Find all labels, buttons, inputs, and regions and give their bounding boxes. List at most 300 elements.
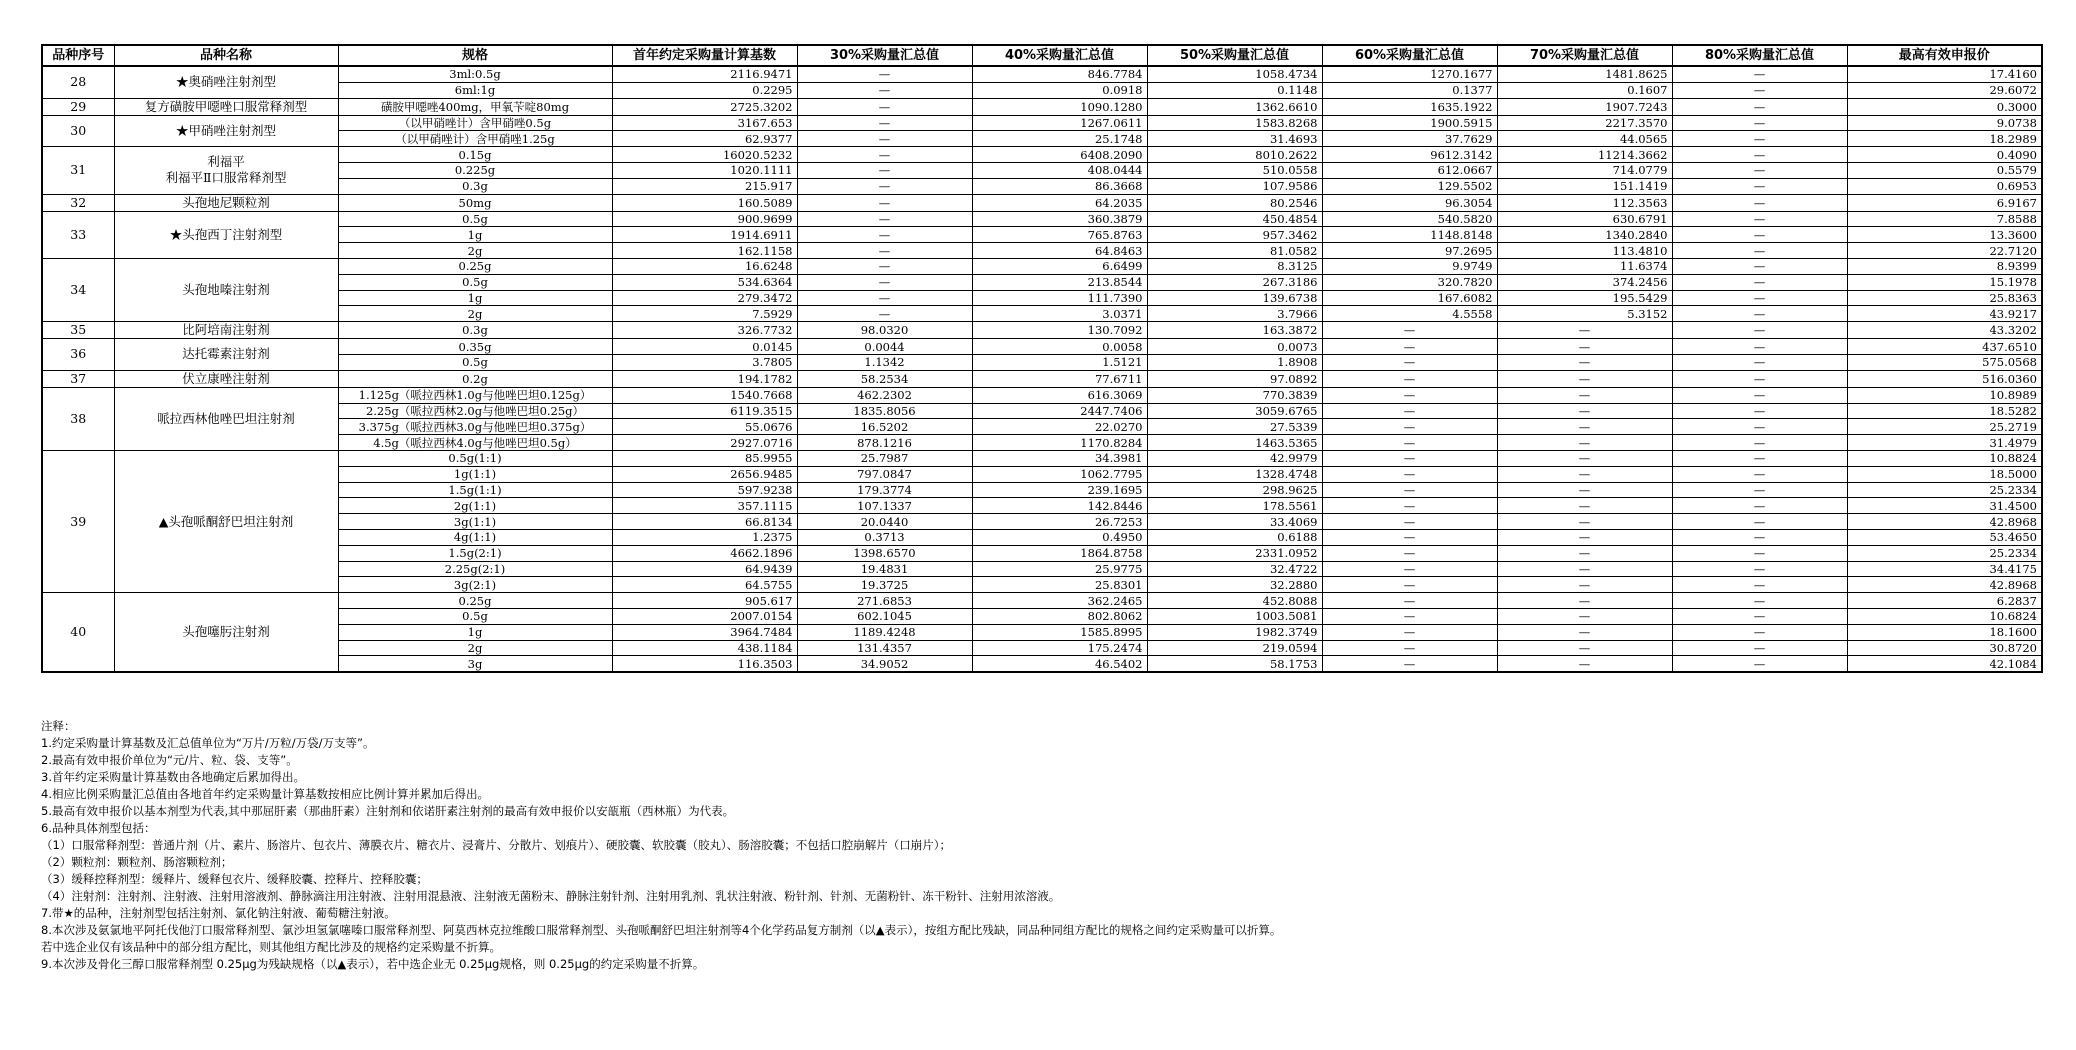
value-cell: 97.0892 bbox=[1147, 370, 1322, 387]
spec-cell: 0.25g bbox=[338, 593, 612, 609]
spec-cell: 3g(2:1) bbox=[338, 577, 612, 593]
value-cell: 64.9439 bbox=[612, 561, 797, 577]
value-cell: 64.2035 bbox=[972, 194, 1147, 211]
value-cell: 113.4810 bbox=[1497, 243, 1672, 259]
value-cell: 1020.1111 bbox=[612, 162, 797, 178]
table-row bbox=[42, 115, 2042, 131]
value-cell: 0.0044 bbox=[797, 339, 972, 355]
value-cell: 62.9377 bbox=[612, 131, 797, 147]
value-cell: — bbox=[1497, 640, 1672, 656]
variety-name bbox=[114, 339, 338, 371]
variety-index: 38 bbox=[42, 387, 114, 450]
value-cell: 450.4854 bbox=[1147, 211, 1322, 227]
table-row bbox=[42, 211, 2042, 227]
value-cell: 215.917 bbox=[612, 178, 797, 194]
value-cell: 25.2334 bbox=[1847, 545, 2042, 561]
value-cell: 25.2719 bbox=[1847, 419, 2042, 435]
value-cell: 3.7805 bbox=[612, 354, 797, 370]
value-cell: 3167.653 bbox=[612, 115, 797, 131]
value-cell: — bbox=[1672, 194, 1847, 211]
variety-name-line: 头孢噻肟注射剂 bbox=[182, 624, 270, 640]
value-cell: 9612.3142 bbox=[1322, 147, 1497, 163]
spec-cell: 0.2g bbox=[338, 370, 612, 387]
spec-cell: 0.35g bbox=[338, 339, 612, 355]
value-cell: 540.5820 bbox=[1322, 211, 1497, 227]
spec-cell: 1g bbox=[338, 290, 612, 306]
value-cell: 98.0320 bbox=[797, 322, 972, 339]
value-cell: 77.6711 bbox=[972, 370, 1147, 387]
value-cell: — bbox=[797, 66, 972, 82]
value-cell: 178.5561 bbox=[1147, 498, 1322, 514]
value-cell: — bbox=[1322, 577, 1497, 593]
value-cell: 213.8544 bbox=[972, 274, 1147, 290]
value-cell: 957.3462 bbox=[1147, 227, 1322, 243]
value-cell: 18.1600 bbox=[1847, 624, 2042, 640]
variety-name-line: 头孢地嗪注射剂 bbox=[182, 282, 270, 298]
value-cell: 20.0440 bbox=[797, 514, 972, 530]
value-cell: 602.1045 bbox=[797, 608, 972, 624]
value-cell: — bbox=[797, 243, 972, 259]
column-header: 40%采购量汇总值 bbox=[972, 45, 1147, 66]
value-cell: 357.1115 bbox=[612, 498, 797, 514]
value-cell: 25.8363 bbox=[1847, 290, 2042, 306]
value-cell: — bbox=[797, 227, 972, 243]
variety-name bbox=[114, 370, 338, 387]
variety-name bbox=[114, 387, 338, 450]
value-cell: 8.9399 bbox=[1847, 258, 2042, 274]
spec-cell: 0.5g bbox=[338, 608, 612, 624]
table-row bbox=[42, 624, 2042, 640]
note-line: 注释： bbox=[41, 719, 76, 733]
variety-name-line: ★甲硝唑注射剂型 bbox=[175, 122, 276, 138]
value-cell: 8010.2622 bbox=[1147, 147, 1322, 163]
value-cell: 2331.0952 bbox=[1147, 545, 1322, 561]
variety-index: 33 bbox=[42, 211, 114, 258]
value-cell: — bbox=[1672, 545, 1847, 561]
variety-index: 36 bbox=[42, 339, 114, 371]
value-cell: 86.3668 bbox=[972, 178, 1147, 194]
value-cell: 1398.6570 bbox=[797, 545, 972, 561]
value-cell: 7.8588 bbox=[1847, 211, 2042, 227]
table-row bbox=[42, 498, 2042, 514]
value-cell: 575.0568 bbox=[1847, 354, 2042, 370]
value-cell: 802.8062 bbox=[972, 608, 1147, 624]
variety-name bbox=[114, 450, 338, 592]
value-cell: 34.9052 bbox=[797, 656, 972, 672]
note-line: 4.相应比例采购量汇总值由各地首年约定采购量计算基数按相应比例计算并累加后得出。 bbox=[41, 787, 489, 801]
variety-name bbox=[114, 211, 338, 258]
value-cell: 1635.1922 bbox=[1322, 98, 1497, 115]
value-cell: 0.3000 bbox=[1847, 98, 2042, 115]
value-cell: 160.5089 bbox=[612, 194, 797, 211]
spec-cell: 2g bbox=[338, 243, 612, 259]
value-cell: — bbox=[1672, 624, 1847, 640]
value-cell: — bbox=[1672, 258, 1847, 274]
value-cell: 16.5202 bbox=[797, 419, 972, 435]
value-cell: 179.3774 bbox=[797, 482, 972, 498]
spec-cell: 0.3g bbox=[338, 178, 612, 194]
value-cell: 4.5558 bbox=[1322, 306, 1497, 322]
table-row bbox=[42, 514, 2042, 530]
value-cell: 462.2302 bbox=[797, 387, 972, 403]
value-cell: — bbox=[1497, 529, 1672, 545]
value-cell: 878.1216 bbox=[797, 435, 972, 451]
value-cell: 15.1978 bbox=[1847, 274, 2042, 290]
value-cell: 81.0582 bbox=[1147, 243, 1322, 259]
value-cell: — bbox=[1672, 131, 1847, 147]
value-cell: — bbox=[1672, 243, 1847, 259]
value-cell: 1463.5365 bbox=[1147, 435, 1322, 451]
spec-cell: 3ml:0.5g bbox=[338, 66, 612, 82]
variety-name-line: 伏立康唑注射剂 bbox=[182, 370, 270, 386]
value-cell: 64.5755 bbox=[612, 577, 797, 593]
value-cell: — bbox=[1672, 419, 1847, 435]
value-cell: 2725.3202 bbox=[612, 98, 797, 115]
value-cell: 1864.8758 bbox=[972, 545, 1147, 561]
value-cell: 298.9625 bbox=[1147, 482, 1322, 498]
value-cell: 1.5121 bbox=[972, 354, 1147, 370]
value-cell: 34.3981 bbox=[972, 450, 1147, 466]
value-cell: 33.4069 bbox=[1147, 514, 1322, 530]
table-row bbox=[42, 561, 2042, 577]
spec-cell: 1g bbox=[338, 227, 612, 243]
value-cell: — bbox=[797, 258, 972, 274]
value-cell: 1062.7795 bbox=[972, 466, 1147, 482]
value-cell: — bbox=[1322, 322, 1497, 339]
value-cell: — bbox=[1672, 339, 1847, 355]
variety-name-line: 达托霉素注射剂 bbox=[182, 346, 270, 362]
value-cell: 0.5579 bbox=[1847, 162, 2042, 178]
value-cell: 97.2695 bbox=[1322, 243, 1497, 259]
value-cell: — bbox=[1497, 403, 1672, 419]
column-header: 50%采购量汇总值 bbox=[1147, 45, 1322, 66]
value-cell: 31.4693 bbox=[1147, 131, 1322, 147]
value-cell: 25.8301 bbox=[972, 577, 1147, 593]
value-cell: — bbox=[1497, 593, 1672, 609]
value-cell: — bbox=[1322, 339, 1497, 355]
table-row bbox=[42, 656, 2042, 672]
value-cell: 8.3125 bbox=[1147, 258, 1322, 274]
value-cell: 10.6824 bbox=[1847, 608, 2042, 624]
value-cell: 6119.3515 bbox=[612, 403, 797, 419]
value-cell: 630.6791 bbox=[1497, 211, 1672, 227]
value-cell: 44.0565 bbox=[1497, 131, 1672, 147]
value-cell: 55.0676 bbox=[612, 419, 797, 435]
notes-section bbox=[41, 718, 2021, 973]
note-line: （2）颗粒剂：颗粒剂、肠溶颗粒剂； bbox=[41, 855, 233, 869]
value-cell: — bbox=[1497, 577, 1672, 593]
table-row bbox=[42, 593, 2042, 609]
value-cell: — bbox=[1672, 211, 1847, 227]
value-cell: 116.3503 bbox=[612, 656, 797, 672]
value-cell: 9.0738 bbox=[1847, 115, 2042, 131]
spec-cell: 0.5g bbox=[338, 211, 612, 227]
value-cell: 510.0558 bbox=[1147, 162, 1322, 178]
value-cell: 27.5339 bbox=[1147, 419, 1322, 435]
value-cell: 25.9775 bbox=[972, 561, 1147, 577]
value-cell: — bbox=[797, 306, 972, 322]
value-cell: 3.0371 bbox=[972, 306, 1147, 322]
value-cell: 42.9979 bbox=[1147, 450, 1322, 466]
value-cell: 17.4160 bbox=[1847, 66, 2042, 82]
value-cell: — bbox=[1672, 529, 1847, 545]
table-row bbox=[42, 387, 2042, 403]
value-cell: 64.8463 bbox=[972, 243, 1147, 259]
value-cell: 31.4979 bbox=[1847, 435, 2042, 451]
value-cell: — bbox=[1322, 529, 1497, 545]
value-cell: 151.1419 bbox=[1497, 178, 1672, 194]
value-cell: 10.8824 bbox=[1847, 450, 2042, 466]
variety-name-line: ★头孢西丁注射剂型 bbox=[169, 226, 283, 242]
table-row bbox=[42, 258, 2042, 274]
value-cell: — bbox=[1322, 624, 1497, 640]
table-row bbox=[42, 147, 2042, 163]
value-cell: — bbox=[1497, 450, 1672, 466]
column-header: 规格 bbox=[338, 45, 612, 66]
value-cell: 43.3202 bbox=[1847, 322, 2042, 339]
spec-cell: 4.5g（哌拉西林4.0g与他唑巴坦0.5g） bbox=[338, 435, 612, 451]
table-row bbox=[42, 131, 2042, 147]
value-cell: 0.1607 bbox=[1497, 82, 1672, 98]
value-cell: 1148.8148 bbox=[1322, 227, 1497, 243]
value-cell: 13.3600 bbox=[1847, 227, 2042, 243]
spec-cell: 1g bbox=[338, 624, 612, 640]
value-cell: 42.8968 bbox=[1847, 514, 2042, 530]
spec-cell: 2.25g(2:1) bbox=[338, 561, 612, 577]
variety-index: 29 bbox=[42, 98, 114, 115]
spec-cell: 3.375g（哌拉西林3.0g与他唑巴坦0.375g） bbox=[338, 419, 612, 435]
value-cell: — bbox=[1497, 561, 1672, 577]
value-cell: 797.0847 bbox=[797, 466, 972, 482]
value-cell: — bbox=[1322, 545, 1497, 561]
variety-name bbox=[114, 322, 338, 339]
value-cell: — bbox=[1322, 640, 1497, 656]
value-cell: 163.3872 bbox=[1147, 322, 1322, 339]
value-cell: 0.3713 bbox=[797, 529, 972, 545]
value-cell: — bbox=[1672, 82, 1847, 98]
value-cell: 0.1148 bbox=[1147, 82, 1322, 98]
variety-index: 37 bbox=[42, 370, 114, 387]
value-cell: 1982.3749 bbox=[1147, 624, 1322, 640]
note-line: （3）缓释控释剂型：缓释片、缓释包衣片、缓释胶囊、控释片、控释胶囊； bbox=[41, 872, 428, 886]
value-cell: 2927.0716 bbox=[612, 435, 797, 451]
value-cell: — bbox=[1497, 419, 1672, 435]
note-line: 9.本次涉及骨化三醇口服常释剂型 0.25μg为残缺规格（以▲表示），若中选企业无 0.25μg规格，则 0.25μg的约定采购量不折算。 bbox=[41, 957, 705, 971]
spec-cell: 0.5g(1:1) bbox=[338, 450, 612, 466]
note-line: （1）口服常释剂型：普通片剂（片、素片、肠溶片、包衣片、薄膜衣片、糖衣片、浸膏片、分散片、划痕片）、硬胶囊、软胶囊（胶丸）、肠溶胶囊；不包括口腔崩解片（口崩片）； bbox=[41, 838, 952, 852]
spec-cell: 1g(1:1) bbox=[338, 466, 612, 482]
value-cell: 129.5502 bbox=[1322, 178, 1497, 194]
value-cell: 6.2837 bbox=[1847, 593, 2042, 609]
spec-cell: 3g(1:1) bbox=[338, 514, 612, 530]
table-row bbox=[42, 66, 2042, 82]
variety-index: 39 bbox=[42, 450, 114, 592]
value-cell: 18.2989 bbox=[1847, 131, 2042, 147]
variety-name-line: 复方磺胺甲噁唑口服常释剂型 bbox=[144, 98, 308, 114]
spec-cell: 2g(1:1) bbox=[338, 498, 612, 514]
value-cell: — bbox=[1497, 387, 1672, 403]
value-cell: — bbox=[1672, 466, 1847, 482]
variety-name-line: 比阿培南注射剂 bbox=[182, 322, 270, 338]
table-row bbox=[42, 274, 2042, 290]
value-cell: — bbox=[797, 147, 972, 163]
value-cell: — bbox=[1322, 466, 1497, 482]
value-cell: 175.2474 bbox=[972, 640, 1147, 656]
value-cell: 437.6510 bbox=[1847, 339, 2042, 355]
value-cell: 0.4950 bbox=[972, 529, 1147, 545]
spec-cell: 2g bbox=[338, 306, 612, 322]
value-cell: — bbox=[1672, 322, 1847, 339]
value-cell: 616.3069 bbox=[972, 387, 1147, 403]
value-cell: 408.0444 bbox=[972, 162, 1147, 178]
column-header: 品种序号 bbox=[42, 45, 114, 66]
spec-cell: 0.5g bbox=[338, 354, 612, 370]
value-cell: 19.4831 bbox=[797, 561, 972, 577]
value-cell: — bbox=[1322, 482, 1497, 498]
procurement-table bbox=[41, 44, 2043, 673]
value-cell: — bbox=[1322, 450, 1497, 466]
value-cell: — bbox=[797, 162, 972, 178]
column-header: 80%采购量汇总值 bbox=[1672, 45, 1847, 66]
value-cell: 6.6499 bbox=[972, 258, 1147, 274]
variety-name bbox=[114, 593, 338, 672]
note-line: 2.最高有效申报价单位为“元/片、粒、袋、支等”。 bbox=[41, 753, 298, 767]
value-cell: 131.4357 bbox=[797, 640, 972, 656]
value-cell: — bbox=[1322, 403, 1497, 419]
value-cell: 58.2534 bbox=[797, 370, 972, 387]
value-cell: 1.8908 bbox=[1147, 354, 1322, 370]
value-cell: 0.0145 bbox=[612, 339, 797, 355]
value-cell: 765.8763 bbox=[972, 227, 1147, 243]
value-cell: 326.7732 bbox=[612, 322, 797, 339]
value-cell: 111.7390 bbox=[972, 290, 1147, 306]
procurement-table-sheet bbox=[41, 44, 2041, 673]
value-cell: 25.2334 bbox=[1847, 482, 2042, 498]
table-row bbox=[42, 227, 2042, 243]
value-cell: 96.3054 bbox=[1322, 194, 1497, 211]
value-cell: — bbox=[1497, 545, 1672, 561]
note-line: 3.首年约定采购量计算基数由各地确定后累加得出。 bbox=[41, 770, 305, 784]
spec-cell: 4g(1:1) bbox=[338, 529, 612, 545]
value-cell: 0.6188 bbox=[1147, 529, 1322, 545]
table-row bbox=[42, 529, 2042, 545]
value-cell: — bbox=[1672, 482, 1847, 498]
variety-name-line: ★奥硝唑注射剂型 bbox=[175, 74, 276, 90]
value-cell: 1328.4748 bbox=[1147, 466, 1322, 482]
value-cell: 770.3839 bbox=[1147, 387, 1322, 403]
value-cell: — bbox=[1672, 115, 1847, 131]
variety-index: 40 bbox=[42, 593, 114, 672]
value-cell: 1058.4734 bbox=[1147, 66, 1322, 82]
value-cell: 22.7120 bbox=[1847, 243, 2042, 259]
value-cell: — bbox=[1322, 435, 1497, 451]
value-cell: 43.9217 bbox=[1847, 306, 2042, 322]
value-cell: 16.6248 bbox=[612, 258, 797, 274]
value-cell: 0.0058 bbox=[972, 339, 1147, 355]
value-cell: 1583.8268 bbox=[1147, 115, 1322, 131]
value-cell: 80.2546 bbox=[1147, 194, 1322, 211]
spec-cell: 1.125g（哌拉西林1.0g与他唑巴坦0.125g） bbox=[338, 387, 612, 403]
value-cell: 25.1748 bbox=[972, 131, 1147, 147]
column-header: 首年约定采购量计算基数 bbox=[612, 45, 797, 66]
value-cell: 85.9955 bbox=[612, 450, 797, 466]
value-cell: 167.6082 bbox=[1322, 290, 1497, 306]
variety-name bbox=[114, 66, 338, 98]
value-cell: 279.3472 bbox=[612, 290, 797, 306]
value-cell: 0.0918 bbox=[972, 82, 1147, 98]
variety-index: 32 bbox=[42, 194, 114, 211]
value-cell: 3964.7484 bbox=[612, 624, 797, 640]
value-cell: — bbox=[1497, 435, 1672, 451]
value-cell: — bbox=[1497, 322, 1672, 339]
value-cell: 360.3879 bbox=[972, 211, 1147, 227]
table-row bbox=[42, 354, 2042, 370]
value-cell: — bbox=[1672, 498, 1847, 514]
value-cell: 6.9167 bbox=[1847, 194, 2042, 211]
variety-name-line: 哌拉西林他唑巴坦注射剂 bbox=[157, 410, 295, 426]
value-cell: — bbox=[1322, 561, 1497, 577]
value-cell: — bbox=[1672, 370, 1847, 387]
value-cell: — bbox=[1672, 178, 1847, 194]
value-cell: 11214.3662 bbox=[1497, 147, 1672, 163]
value-cell: 1900.5915 bbox=[1322, 115, 1497, 131]
value-cell: 142.8446 bbox=[972, 498, 1147, 514]
value-cell: 2007.0154 bbox=[612, 608, 797, 624]
value-cell: — bbox=[1497, 354, 1672, 370]
table-body bbox=[42, 66, 2042, 672]
column-header: 60%采购量汇总值 bbox=[1322, 45, 1497, 66]
table-row bbox=[42, 370, 2042, 387]
value-cell: 26.7253 bbox=[972, 514, 1147, 530]
value-cell: — bbox=[1672, 306, 1847, 322]
value-cell: 1362.6610 bbox=[1147, 98, 1322, 115]
value-cell: — bbox=[1322, 593, 1497, 609]
note-line: （4）注射剂：注射剂、注射液、注射用溶液剂、静脉滴注用注射液、注射用混悬液、注射液无菌粉末、静脉注射针剂、注射用乳剂、乳状注射液、粉针剂、针剂、无菌粉针、冻干粉针、注射用浓溶液。 bbox=[41, 889, 1061, 903]
value-cell: 1267.0611 bbox=[972, 115, 1147, 131]
value-cell: 452.8088 bbox=[1147, 593, 1322, 609]
variety-name-line: 头孢地尼颗粒剂 bbox=[182, 194, 270, 210]
value-cell: — bbox=[797, 211, 972, 227]
value-cell: 320.7820 bbox=[1322, 274, 1497, 290]
value-cell: 271.6853 bbox=[797, 593, 972, 609]
value-cell: 25.7987 bbox=[797, 450, 972, 466]
variety-name bbox=[114, 147, 338, 194]
variety-name bbox=[114, 98, 338, 115]
value-cell: 107.1337 bbox=[797, 498, 972, 514]
value-cell: 107.9586 bbox=[1147, 178, 1322, 194]
value-cell: — bbox=[1672, 66, 1847, 82]
variety-index: 34 bbox=[42, 258, 114, 321]
value-cell: 2447.7406 bbox=[972, 403, 1147, 419]
value-cell: — bbox=[1497, 370, 1672, 387]
value-cell: — bbox=[1672, 387, 1847, 403]
value-cell: — bbox=[1497, 339, 1672, 355]
variety-index: 35 bbox=[42, 322, 114, 339]
variety-index: 31 bbox=[42, 147, 114, 194]
value-cell: — bbox=[797, 274, 972, 290]
variety-name bbox=[114, 258, 338, 321]
value-cell: 42.8968 bbox=[1847, 577, 2042, 593]
value-cell: — bbox=[1497, 498, 1672, 514]
variety-index: 28 bbox=[42, 66, 114, 98]
value-cell: 10.8989 bbox=[1847, 387, 2042, 403]
value-cell: — bbox=[1672, 290, 1847, 306]
value-cell: 66.8134 bbox=[612, 514, 797, 530]
table-row bbox=[42, 194, 2042, 211]
value-cell: — bbox=[797, 98, 972, 115]
column-header: 最高有效申报价 bbox=[1847, 45, 2042, 66]
value-cell: 9.9749 bbox=[1322, 258, 1497, 274]
